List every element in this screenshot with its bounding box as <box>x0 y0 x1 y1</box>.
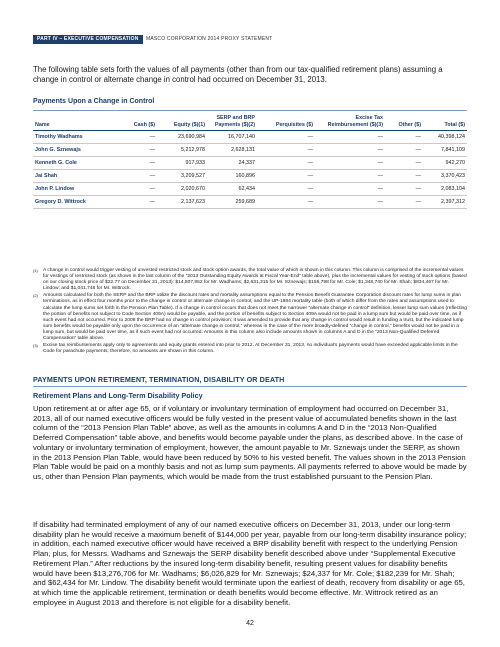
section-divider <box>33 110 467 111</box>
equity-cell: 917,933 <box>157 157 207 170</box>
page-header <box>33 35 467 44</box>
cash-cell: — <box>119 183 157 196</box>
other-cell: — <box>385 131 423 144</box>
column-header: Cash ($) <box>119 115 157 131</box>
other-cell: — <box>385 196 423 209</box>
cash-cell: — <box>119 131 157 144</box>
executive-name: Jai Shah <box>33 170 119 183</box>
perquisites-cell: — <box>257 131 315 144</box>
total-cell: 2,083,104 <box>423 183 467 196</box>
executive-name: Timothy Wadhams <box>33 131 119 144</box>
equity-cell: 5,212,978 <box>157 144 207 157</box>
executive-name: Gregory D. Wittrock <box>33 196 119 209</box>
perquisites-cell: — <box>257 157 315 170</box>
footnote-text: Excise tax reimbursements apply only to agreements and equity grants entered into prior to 2012. At December 31, 2013, no individual’s payments would have exceeded applicable limits in the Code for parachute payments; therefore, no amounts are shown in this column. <box>43 343 458 355</box>
table-header-row <box>33 115 467 131</box>
column-header: Excise Tax Reimbursement ($)(3) <box>315 115 385 131</box>
table-row <box>33 131 467 144</box>
table-row <box>33 196 467 209</box>
column-header: Name <box>33 115 119 131</box>
serp-brp-cell: 16,707,140 <box>207 131 257 144</box>
perquisites-cell: — <box>257 144 315 157</box>
equity-cell: 2,137,623 <box>157 196 207 209</box>
subsection-title: Retirement Plans and Long-Term Disability Policy <box>33 391 203 400</box>
cash-cell: — <box>119 170 157 183</box>
footnotes <box>33 268 467 356</box>
footnote-marker: (2) <box>33 293 38 299</box>
excise-tax-cell: — <box>315 157 385 170</box>
total-cell: 40,398,124 <box>423 131 467 144</box>
change-in-control-table <box>33 115 467 209</box>
column-header: SERP and BRP Payments ($)(2) <box>207 115 257 131</box>
executive-name: John G. Sznewajs <box>33 144 119 157</box>
footnote <box>33 268 467 292</box>
equity-cell: 3,209,527 <box>157 170 207 183</box>
footnote-text: Amounts calculated for both the SERP and the BRP utilize the discount rates and mortality assumptions equal to the Pension Benefit Guarantee Corporation discount rates for lump sums in plan terminations, as in effect four months prior to the change in control or alternate change in control, and the UP-1984 mortality table (both of which differ from the rates and assumptions used to calculate the lump sums set forth in the Pension Plan Table). If a change in control occurs that does not meet the narrower “alternate change in control” definition, lesser lump sum values (reflecting the portion of benefits not subject to Code Section 409A) would be payable, and the portion of benefits subject to Section 409A would not be paid in a lump sum but would be paid over time, as if such event had not occurred. Prior to 2008 the BRP had no change in control provision; it was amended to provide that any change in control would result in funding a trust, but the indicated lump sum benefits would be payable only upon the occurrence of an “alternate change in control,” whereas in the case of the more broadly-defined “change in control,” benefits would not be paid in a lump sum, but would be paid over time, as if such event had not occurred. Amounts in this column also include amounts shown in columns A and D in the “2013 Non-Qualified Deferred Compensation” table above. <box>43 293 467 342</box>
other-cell: — <box>385 157 423 170</box>
excise-tax-cell: — <box>315 196 385 209</box>
executive-name: John P. Lindow <box>33 183 119 196</box>
column-header: Perquisites ($) <box>257 115 315 131</box>
cash-cell: — <box>119 157 157 170</box>
footnote-text: A change in control would trigger vesting of unvested restricted stock and stock option awards, the total value of which is shown in this column. This column is comprised of the incremental values for vestings of restricted stock (as shown in the last column of the “2013 Outstanding Equity Awards at Fiscal Year-End” table above), plus the incremental values for vesting of stock options (based on our closing stock price of $22.77 on December 31, 2013): $14,807,952 for Mr. Wadhams; $2,631,315 for Mr. Sznewajs; $155,798 for Mr. Cole; $1,348,740 for Mr. Shah; $834,467 for Mr. Lindow; and $1,041,748 for Mr. Wittrock. <box>43 268 467 292</box>
serp-brp-cell: 24,337 <box>207 157 257 170</box>
serp-brp-cell: 2,628,131 <box>207 144 257 157</box>
total-cell: 7,841,109 <box>423 144 467 157</box>
excise-tax-cell: — <box>315 170 385 183</box>
page-number: 42 <box>246 620 254 627</box>
serp-brp-cell: 160,896 <box>207 170 257 183</box>
footnote <box>33 293 467 342</box>
excise-tax-cell: — <box>315 183 385 196</box>
section-title-retirement: PAYMENTS UPON RETIREMENT, TERMINATION, DISABILITY OR DEATH <box>33 375 285 384</box>
serp-brp-cell: 259,689 <box>207 196 257 209</box>
section-divider <box>33 386 467 387</box>
body-paragraph: If disability had terminated employment of any of our named executive officers on December 31, 2013, under our long-term disability plan he would receive a maximum benefit of $144,000 per year, payable from our long-term disability insurance policy; in addition, each named executive officer would have received a BRP disability benefit with respect to the underlying Pension Plan, plus, for Messrs. Wadhams and Sznewajs the SERP disability benefit described above under “Supplemental Executive Retirement Plan.” After reductions by the insured long-term disability benefit, resulting present values for disability benefits would have been $13,276,706 for Mr. Wadhams; $6,026,829 for Mr. Sznewajs; $24,337 for Mr. Cole; $182,239 for Mr. Shah; and $62,434 for Mr. Lindow. The disability benefit would terminate upon the earliest of death, recovery from disability or age 65, at which time the applicable retirement, termination or death benefits would become effective. Mr. Wittrock retired as an employee in August 2013 and therefore is not eligible for a disability benefit. <box>33 520 467 607</box>
equity-cell: 2,020,670 <box>157 183 207 196</box>
excise-tax-cell: — <box>315 131 385 144</box>
perquisites-cell: — <box>257 170 315 183</box>
other-cell: — <box>385 170 423 183</box>
table-row <box>33 183 467 196</box>
section-title-change-in-control: Payments Upon a Change in Control <box>33 98 155 105</box>
perquisites-cell: — <box>257 196 315 209</box>
cash-cell: — <box>119 144 157 157</box>
other-cell: — <box>385 144 423 157</box>
column-header: Other ($) <box>385 115 423 131</box>
footnote-marker: (1) <box>33 268 38 273</box>
equity-cell: 23,690,984 <box>157 131 207 144</box>
table-row <box>33 157 467 170</box>
footnote-marker: (3) <box>33 343 38 349</box>
column-header: Equity ($)(1) <box>157 115 207 131</box>
part-tag: PART IV – EXECUTIVE COMPENSATION <box>33 35 143 44</box>
perquisites-cell: — <box>257 183 315 196</box>
executive-name: Kenneth G. Cole <box>33 157 119 170</box>
total-cell: 942,270 <box>423 157 467 170</box>
excise-tax-cell: — <box>315 144 385 157</box>
table-row <box>33 170 467 183</box>
table-row <box>33 144 467 157</box>
column-header: Total ($) <box>423 115 467 131</box>
total-cell: 3,370,423 <box>423 170 467 183</box>
other-cell: — <box>385 183 423 196</box>
cash-cell: — <box>119 196 157 209</box>
document-title: MASCO CORPORATION 2014 PROXY STATEMENT <box>146 36 273 42</box>
total-cell: 2,397,312 <box>423 196 467 209</box>
intro-paragraph: The following table sets forth the values of all payments (other than from our tax-qualified retirement plans) assuming a change in control or alternate change in control had occurred on December 31, 2013. <box>33 65 443 84</box>
footnote <box>33 343 467 355</box>
body-paragraph: Upon retirement at or after age 65, or if voluntary or involuntary termination of employment had occurred on December 31, 2013, all of our named executive officers would be fully vested in the present value of accumulated benefits shown in the last column of the “2013 Pension Plan Table” above, as well as the amounts in columns A and D in the “2013 Non-Qualified Deferred Compensation” table above, and benefits would become payable under the plans, as described above. In the case of voluntary or involuntary termination of employment, however, the amount payable to Mr. Sznewajs under the SERP, as shown in the 2013 Pension Plan Table, would have been reduced by 50% to his vested benefit. The values shown in the 2013 Pension Plan Table would be paid on a monthly basis and not as lump sum payments. All payments referred to above would be made by us, other than Pension Plan payments, which would be made from the trust established pursuant to the Pension Plan. <box>33 404 467 481</box>
serp-brp-cell: 62,434 <box>207 183 257 196</box>
